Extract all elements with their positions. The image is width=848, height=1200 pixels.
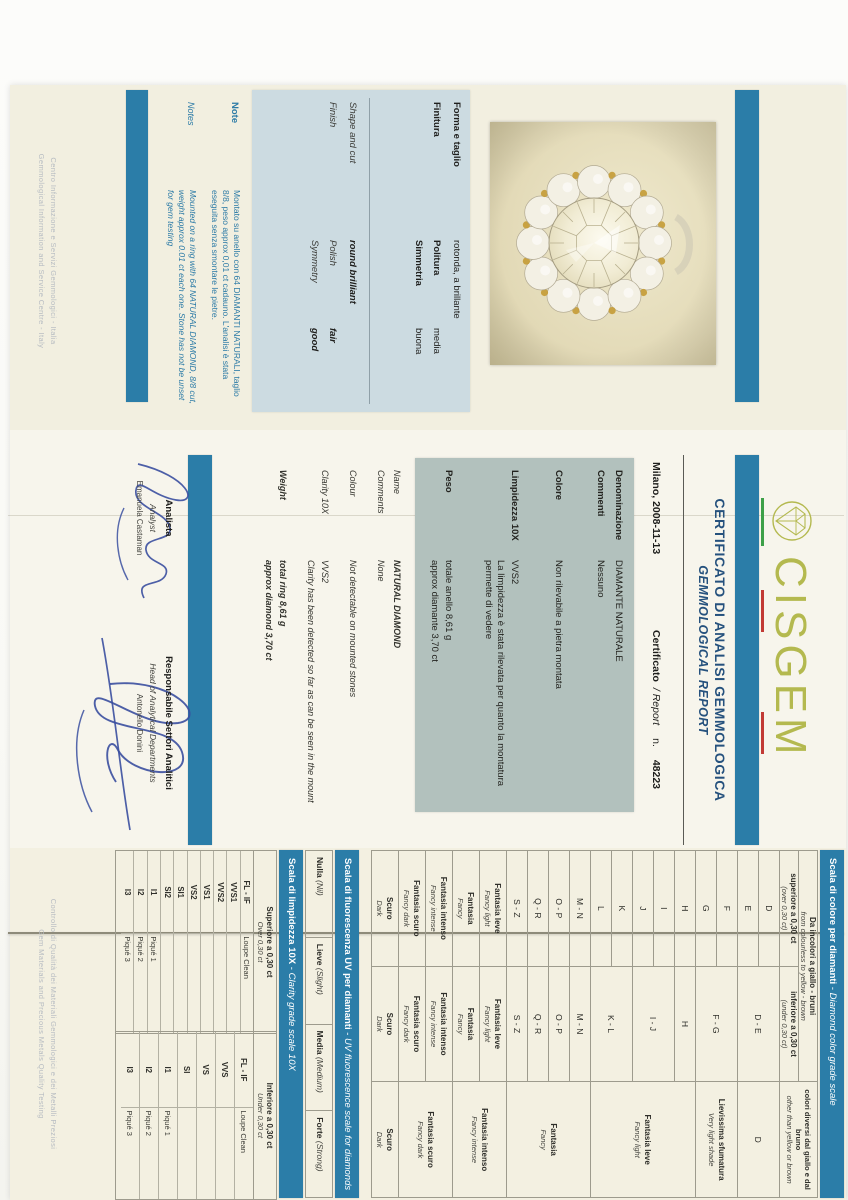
color-scale-bar-text: Scala di colore per diamanti - Diamond color grade scale xyxy=(827,858,838,1106)
clarity-grade-row xyxy=(174,851,187,1033)
color-grade-cell: Fantasia intenso Fancy intense xyxy=(426,966,453,1082)
report-label-it: Certificato xyxy=(650,630,662,682)
row-clarity-value: VVS2 xyxy=(320,560,330,584)
clarity-grade: VS1 xyxy=(202,884,212,900)
row-limpidezza-value2: La limpidezza è stata rilevata per quanto la montatura permette di vedere xyxy=(483,560,506,787)
report-number: 48223 xyxy=(650,759,662,790)
clarity-grade: SI1 xyxy=(175,886,185,899)
clarity-grade-sub xyxy=(201,933,213,1033)
row-commenti-label: Commenti xyxy=(595,470,606,517)
color-grade-cell: J xyxy=(633,851,654,967)
row-clarity-value2: Clarity has been detected so far as can be seen in the mount xyxy=(306,560,316,803)
clarity-grade: FL - IF xyxy=(239,1058,249,1082)
report-number-line xyxy=(650,630,662,789)
clarity-grade-row xyxy=(159,1032,178,1199)
color-grade-cell: S - Z xyxy=(507,851,528,967)
note-label-en: Notes xyxy=(186,102,196,126)
color-grade-cell: S - Z xyxy=(507,966,528,1082)
row-peso-value2: approx diamante 3,70 ct xyxy=(429,560,440,662)
symmetry-label-it: Simmetria xyxy=(413,240,424,286)
title-rule xyxy=(683,455,684,845)
clarity-grade-sub: Piqué 1 xyxy=(148,933,160,1033)
clarity-grade: I1 xyxy=(149,888,159,896)
shape-label-it: Forma e taglio xyxy=(451,102,462,167)
color-grade-cell: Fantasia Fancy xyxy=(453,966,480,1082)
analyst-title-en: Analyst xyxy=(148,504,158,532)
color-grade-cell: Fantasia leve Fancy light xyxy=(480,966,507,1082)
symmetry-value-en: good xyxy=(309,328,320,352)
row-colore-value: Non rilevabile a pietra montata xyxy=(553,560,564,689)
color-grade-cell: E xyxy=(738,851,759,967)
clarity-grade-row xyxy=(148,851,161,1033)
clarity-grade-row xyxy=(227,851,240,1033)
row-limpidezza-label: Limpidezza 10X xyxy=(509,470,520,541)
color-grade-cell: I - J xyxy=(633,966,675,1082)
clarity-grade-row xyxy=(235,1032,253,1199)
fluorescence-scale-row xyxy=(305,850,333,1198)
clarity-grade-row xyxy=(161,851,174,1033)
fluorescence-cell: Media (Medium) xyxy=(306,1025,332,1112)
row-clarity-label: Clarity 10X xyxy=(320,470,330,515)
clarity-grade: FL - IF xyxy=(242,880,252,904)
color-grade-cell: Q - R xyxy=(528,966,549,1082)
clarity-grade-sub xyxy=(174,933,186,1033)
clarity-grade: I2 xyxy=(144,1066,154,1073)
color-header-other: colori diversi dal giallo e dal bruno other than yellow or brown xyxy=(780,1082,818,1198)
clarity-grade: I3 xyxy=(122,888,132,896)
report-label-en: / Report xyxy=(650,687,662,726)
fluorescence-cell: Forte (Strong) xyxy=(315,1117,325,1172)
color-grade-cell: Scuro Dark xyxy=(372,966,399,1082)
row-weight-label: Weight xyxy=(278,470,288,500)
logo-flag-dash-green xyxy=(761,498,764,546)
clarity-group-header: Inferiore a 0,30 ct Under 0,30 ct xyxy=(253,1032,276,1199)
color-scale-table xyxy=(371,850,818,1198)
color-scale-bar xyxy=(820,850,844,1198)
color-grade-row xyxy=(480,851,507,1198)
color-grade-cell: D xyxy=(759,851,780,967)
row-denominazione-label: Denominazione xyxy=(613,470,624,541)
polish-value-it: media xyxy=(431,328,442,354)
color-grade-row xyxy=(426,851,453,1198)
color-grade-cell: K - L xyxy=(591,966,633,1082)
clarity-grade-sub: Loupe Clean xyxy=(241,933,253,1033)
color-grade-cell: Fantasia intenso Fancy intense xyxy=(426,851,453,967)
clarity-grade-sub xyxy=(188,933,200,1033)
finish-label-it: Finitura xyxy=(431,102,442,137)
row-colour-value: Not detectable on mounted stones xyxy=(348,560,358,698)
shape-label-en: Shape and cut xyxy=(347,102,358,164)
row-comments-label: Comments xyxy=(376,470,386,514)
polish-label-it: Politura xyxy=(431,240,442,276)
color-grade-cell: G xyxy=(696,851,717,967)
row-name-value: NATURAL DIAMOND xyxy=(392,560,402,649)
clarity-grade: SI2 xyxy=(162,886,172,899)
clarity-grade: VVS1 xyxy=(229,882,239,903)
color-grade-row xyxy=(372,851,399,1198)
color-grade-cell: F - G xyxy=(696,966,738,1082)
signature-head-ink xyxy=(57,622,232,842)
footer-left-line2: Gemmological Information and Service Centre - Italy xyxy=(37,153,46,349)
clarity-grade-row xyxy=(134,851,147,1033)
finishing-bottom-bar xyxy=(126,90,148,402)
clarity-grade-row xyxy=(201,851,214,1033)
clarity-grade-sub: Piqué 2 xyxy=(134,933,146,1033)
color-grade-cell: F xyxy=(717,851,738,967)
symmetry-value-it: buona xyxy=(413,328,424,355)
city-date: Milano, 2008-11-13 xyxy=(650,462,662,555)
color-grade-cell: M - N xyxy=(570,966,591,1082)
certificate-title-en: GEMMOLOGICAL REPORT xyxy=(696,565,710,735)
row-weight-value2: approx diamond 3,70 ct xyxy=(264,560,274,661)
fluorescence-cell: Lieve (Slight) xyxy=(306,938,332,1025)
clarity-grade-row xyxy=(214,851,227,1033)
report-number-label: n. xyxy=(650,738,662,747)
clarity-grade-sub xyxy=(216,1107,234,1199)
color-grade-cell: Scuro Dark xyxy=(372,851,399,967)
color-grade-row xyxy=(759,851,780,1198)
color-grade-cell: Scuro Dark xyxy=(372,1082,399,1198)
color-grade-cell: K xyxy=(612,851,633,967)
logo-flag-dash-red-2 xyxy=(761,712,764,754)
color-grade-cell: L xyxy=(591,851,612,967)
head-title-it: Responsabile Settori Analitici xyxy=(163,656,174,790)
color-grade-row xyxy=(717,851,738,1198)
row-weight-value: total ring 8,61 g xyxy=(278,560,288,627)
clarity-grade-sub xyxy=(197,1107,215,1199)
ring-photo-image xyxy=(490,122,716,365)
ring-photo xyxy=(490,122,716,365)
color-grade-cell: Fantasia Fancy xyxy=(453,851,480,967)
color-grade-cell: Fantasia scuro Fancy dark xyxy=(399,966,426,1082)
color-grade-cell: H xyxy=(675,966,696,1082)
color-grade-cell: Lievissima sfumatura Very light shade xyxy=(696,1082,738,1198)
head-title-en: Head of Analytical Departments xyxy=(148,663,158,783)
clarity-grade: VVS xyxy=(220,1061,230,1078)
color-grade-cell: Fantasia leve Fancy light xyxy=(591,1082,696,1198)
color-grade-cell: Q - R xyxy=(528,851,549,967)
clarity-scale-bar-text: Scala di limpidezza 10X - Clarity grade scale 10X xyxy=(286,858,297,1071)
shape-value-it: rotonda, a brillante xyxy=(451,240,462,319)
clarity-grade: I3 xyxy=(125,1066,135,1073)
certificate-top-bar xyxy=(735,455,759,845)
fluorescence-scale-bar xyxy=(335,850,359,1198)
color-header-over: superiore a 0,30 ct (over 0,30 ct) xyxy=(780,851,799,967)
clarity-grade: VS2 xyxy=(189,884,199,900)
clarity-grade-sub: Piqué 1 xyxy=(159,1107,177,1199)
clarity-grade-sub xyxy=(227,933,239,1033)
certificate-title-it: CERTIFICATO DI ANALISI GEMMOLOGICA xyxy=(712,498,728,802)
clarity-grade: SI xyxy=(182,1066,192,1074)
row-denominazione-value: DIAMANTE NATURALE xyxy=(613,560,624,662)
color-grade-cell: Fantasia Fancy xyxy=(507,1082,591,1198)
color-grade-cell: D - E xyxy=(738,966,780,1082)
row-colore-label: Colore xyxy=(553,470,564,501)
signature-head xyxy=(57,622,232,842)
color-scale-table-wrap xyxy=(371,850,818,1198)
clarity-grade-sub xyxy=(178,1107,196,1199)
clarity-group-header: Superiore a 0,30 ct Over 0,30 ct xyxy=(253,851,276,1033)
clarity-group-over xyxy=(115,850,277,1034)
row-limpidezza-value: VVS2 xyxy=(509,560,520,585)
clarity-grade: I2 xyxy=(135,888,145,896)
color-grade-cell: M - N xyxy=(570,851,591,967)
cisgem-emblem xyxy=(768,498,814,544)
color-grade-cell: Fantasia scuro Fancy dark xyxy=(399,851,426,967)
polish-value-en: fair xyxy=(327,328,338,343)
clarity-grade: VS xyxy=(201,1064,211,1075)
clarity-grade-row xyxy=(241,851,253,1033)
clarity-grade-sub xyxy=(214,933,226,1033)
finishing-table xyxy=(252,90,470,412)
row-name-label: Name xyxy=(392,470,402,495)
analyst-title-it: Analista xyxy=(163,499,174,537)
clarity-grade-row xyxy=(178,1032,197,1199)
polish-label-en: Polish xyxy=(327,240,338,266)
clarity-grade-sub: Piqué 3 xyxy=(121,933,133,1033)
finishing-divider xyxy=(369,98,370,404)
color-grade-cell: H xyxy=(675,851,696,967)
clarity-grade-row xyxy=(188,851,201,1033)
clarity-grade-sub: Piqué 2 xyxy=(140,1107,158,1199)
row-peso-label: Peso xyxy=(443,470,454,493)
color-grade-cell: Fantasia intenso Fancy intense xyxy=(453,1082,507,1198)
footer-right-line1: Controllo di Qualità dei Materiali Gemmologici e dei Metalli Preziosi xyxy=(49,898,58,1150)
finish-label-en: Finish xyxy=(327,102,338,128)
clarity-grade-sub: Piqué 3 xyxy=(121,1107,139,1199)
clarity-grade-row xyxy=(197,1032,216,1199)
color-grade-cell: O - P xyxy=(549,966,570,1082)
clarity-grade-sub: Loupe Clean xyxy=(235,1107,253,1199)
footer-right-line2: Gem Materials and Precious Metals Quality Testing xyxy=(37,929,46,1119)
row-commenti-value: Nessuno xyxy=(595,560,606,598)
color-grade-cell: Fantasia scuro Fancy dark xyxy=(399,1082,453,1198)
finishing-top-bar xyxy=(735,90,759,402)
color-header-under: inferiore a 0,30 ct (under 0,30 ct) xyxy=(780,966,799,1082)
color-grade-row xyxy=(570,851,591,1198)
clarity-grade-sub xyxy=(161,933,173,1033)
footer-left-line1: Centro Informazione e Servizi Gemmologici - Italia xyxy=(49,157,58,345)
color-grade-row xyxy=(675,851,696,1198)
cisgem-logo-text: CISGEM xyxy=(766,556,815,760)
color-grade-cell: O - P xyxy=(549,851,570,967)
fluorescence-cell: Nulla (Nil) xyxy=(306,851,332,938)
gem-emblem-icon xyxy=(768,498,814,544)
clarity-grade-row xyxy=(121,851,134,1033)
row-comments-value: None xyxy=(376,560,386,582)
clarity-group-under xyxy=(115,1031,277,1200)
shape-value-en: round brilliant xyxy=(347,240,358,304)
clarity-grade-row xyxy=(216,1032,235,1199)
clarity-grade-row xyxy=(121,1032,140,1199)
note-label-it: Note xyxy=(229,102,240,124)
logo-flag-dash-red-1 xyxy=(761,590,764,632)
note-text-en: Mounted on a ring with 64 NATURAL DIAMOND, 8/8 cut, weight approx 0.01 ct each one. Stone has not be unset for gem testing xyxy=(166,190,198,405)
analyst-name: Emanuela Castaman xyxy=(135,480,144,556)
color-header-yellow-brown: Da incolori a giallo - bruni from colourless to yellow - brown xyxy=(799,851,818,1082)
color-grade-cell: D xyxy=(738,1082,780,1198)
color-grade-cell: Fantasia leve Fancy light xyxy=(480,851,507,967)
symmetry-label-en: Symmetry xyxy=(309,240,320,283)
clarity-scale-table xyxy=(115,850,277,1198)
clarity-grade: VVS2 xyxy=(215,882,225,903)
clarity-grade: I1 xyxy=(163,1066,173,1073)
row-colour-label: Colour xyxy=(348,470,358,497)
fluorescence-scale-bar-text: Scala di fluorescenza UV per diamanti - UV fluorescence scale for diamonds xyxy=(342,858,353,1191)
row-peso-value: totale anello 8,61 g xyxy=(443,560,454,641)
color-grade-cell: I xyxy=(654,851,675,967)
clarity-grade-row xyxy=(140,1032,159,1199)
head-name: Antonello Donini xyxy=(135,693,144,753)
note-text-it: Montato su anello con 64 DIAMANTI NATURALI, taglio 8/8, peso approx 0,01 ct cadauno. L'analisi è stata eseguita senza smontare le pietre. xyxy=(210,190,242,397)
clarity-scale-bar xyxy=(279,850,303,1198)
